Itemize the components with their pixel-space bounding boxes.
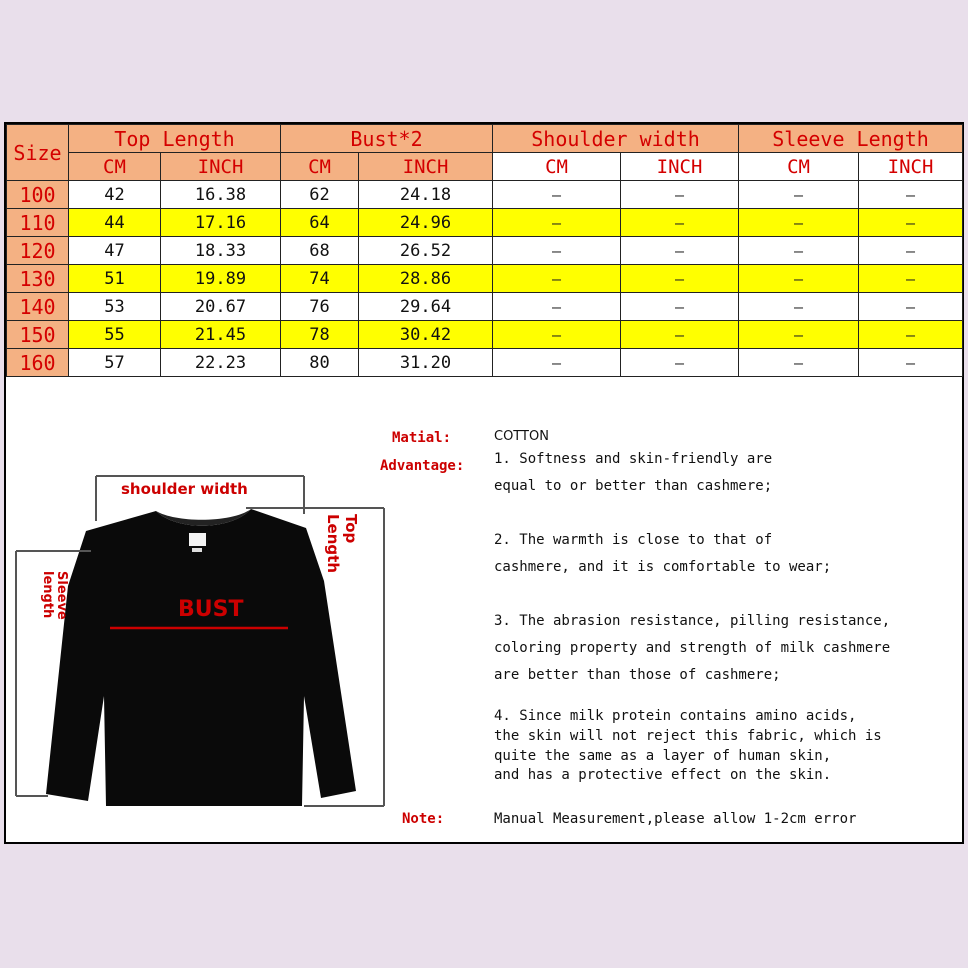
table-cell: 31.20 (359, 349, 493, 377)
table-cell: 47 (69, 237, 161, 265)
table-cell: — (739, 265, 859, 293)
table-cell: 57 (69, 349, 161, 377)
table-cell: — (739, 349, 859, 377)
group-header-top-length: Top Length (69, 125, 281, 153)
table-cell: — (859, 209, 963, 237)
sleeve-length-label: Sleeve length (40, 571, 69, 620)
table-cell: — (621, 237, 739, 265)
table-cell: 80 (281, 349, 359, 377)
table-cell: 76 (281, 293, 359, 321)
material-value: COTTON (494, 429, 549, 444)
shoulder-width-label: shoulder width (121, 480, 248, 498)
table-cell: — (493, 265, 621, 293)
table-cell: — (493, 209, 621, 237)
size-cell: 150 (7, 321, 69, 349)
size-cell: 140 (7, 293, 69, 321)
table-cell: 21.45 (161, 321, 281, 349)
group-header-sleeve-length: Sleeve Length (739, 125, 963, 153)
table-cell: 17.16 (161, 209, 281, 237)
unit-header: CM (69, 153, 161, 181)
shirt-diagram (6, 396, 406, 842)
advantage-line: cashmere, and it is comfortable to wear; (494, 559, 832, 575)
table-cell: 24.96 (359, 209, 493, 237)
table-cell: — (739, 321, 859, 349)
note-label: Note: (402, 811, 445, 827)
table-cell: — (859, 237, 963, 265)
advantage-line: 4. Since milk protein contains amino acids, (494, 708, 857, 724)
advantage-line: are better than those of cashmere; (494, 667, 781, 683)
table-cell: 22.23 (161, 349, 281, 377)
table-cell: 74 (281, 265, 359, 293)
unit-header: INCH (859, 153, 963, 181)
advantage-line: the skin will not reject this fabric, which is (494, 728, 882, 744)
table-cell: — (621, 321, 739, 349)
table-cell: 51 (69, 265, 161, 293)
table-cell: 28.86 (359, 265, 493, 293)
advantage-line: 1. Softness and skin-friendly are (494, 451, 773, 467)
table-cell: 18.33 (161, 237, 281, 265)
advantage-line: and has a protective effect on the skin. (494, 767, 832, 783)
group-header-row (7, 125, 963, 153)
table-cell: — (621, 265, 739, 293)
advantage-label: Advantage: (380, 458, 465, 474)
table-cell: 16.38 (161, 181, 281, 209)
size-cell: 120 (7, 237, 69, 265)
table-cell: 68 (281, 237, 359, 265)
unit-header-row (7, 153, 963, 181)
size-cell: 160 (7, 349, 69, 377)
table-cell: 20.67 (161, 293, 281, 321)
size-header: Size (7, 125, 69, 181)
material-label: Matial: (392, 430, 452, 446)
table-cell: 24.18 (359, 181, 493, 209)
table-cell: — (739, 293, 859, 321)
table-cell: — (493, 321, 621, 349)
table-row (7, 349, 963, 377)
table-row (7, 181, 963, 209)
table-cell: — (493, 181, 621, 209)
unit-header: CM (493, 153, 621, 181)
size-table (6, 124, 963, 377)
unit-header: INCH (161, 153, 281, 181)
shirt-icon (46, 509, 356, 806)
table-cell: — (493, 293, 621, 321)
table-cell: 55 (69, 321, 161, 349)
unit-header: CM (281, 153, 359, 181)
table-cell: — (621, 293, 739, 321)
table-row (7, 293, 963, 321)
advantage-line: quite the same as a layer of human skin, (494, 748, 832, 764)
table-cell: — (739, 209, 859, 237)
table-row (7, 209, 963, 237)
table-cell: — (859, 349, 963, 377)
table-cell: — (859, 293, 963, 321)
table-cell: 29.64 (359, 293, 493, 321)
table-cell: 30.42 (359, 321, 493, 349)
unit-header: CM (739, 153, 859, 181)
table-cell: — (859, 265, 963, 293)
table-row (7, 265, 963, 293)
unit-header: INCH (621, 153, 739, 181)
group-header-bust: Bust*2 (281, 125, 493, 153)
advantage-line: equal to or better than cashmere; (494, 478, 773, 494)
table-cell: 78 (281, 321, 359, 349)
table-row (7, 237, 963, 265)
table-cell: — (493, 237, 621, 265)
table-row (7, 321, 963, 349)
size-cell: 110 (7, 209, 69, 237)
size-chart-card (4, 122, 964, 844)
table-cell: 53 (69, 293, 161, 321)
advantage-line: 3. The abrasion resistance, pilling resistance, (494, 613, 891, 629)
size-cell: 100 (7, 181, 69, 209)
table-cell: — (621, 181, 739, 209)
note-value: Manual Measurement,please allow 1-2cm error (494, 811, 857, 827)
table-cell: 26.52 (359, 237, 493, 265)
table-cell: 19.89 (161, 265, 281, 293)
table-cell: — (739, 181, 859, 209)
top-length-label: Length Top (324, 514, 360, 573)
bust-label: BUST (178, 597, 244, 622)
table-cell: — (739, 237, 859, 265)
table-cell: — (493, 349, 621, 377)
table-cell: — (859, 321, 963, 349)
product-info-section (6, 396, 962, 842)
group-header-shoulder-width: Shoulder width (493, 125, 739, 153)
advantage-line: coloring property and strength of milk cashmere (494, 640, 891, 656)
table-cell: 44 (69, 209, 161, 237)
advantage-line: 2. The warmth is close to that of (494, 532, 773, 548)
table-cell: 64 (281, 209, 359, 237)
table-cell: — (859, 181, 963, 209)
unit-header: INCH (359, 153, 493, 181)
table-cell: 42 (69, 181, 161, 209)
table-cell: 62 (281, 181, 359, 209)
size-cell: 130 (7, 265, 69, 293)
table-cell: — (621, 209, 739, 237)
table-cell: — (621, 349, 739, 377)
